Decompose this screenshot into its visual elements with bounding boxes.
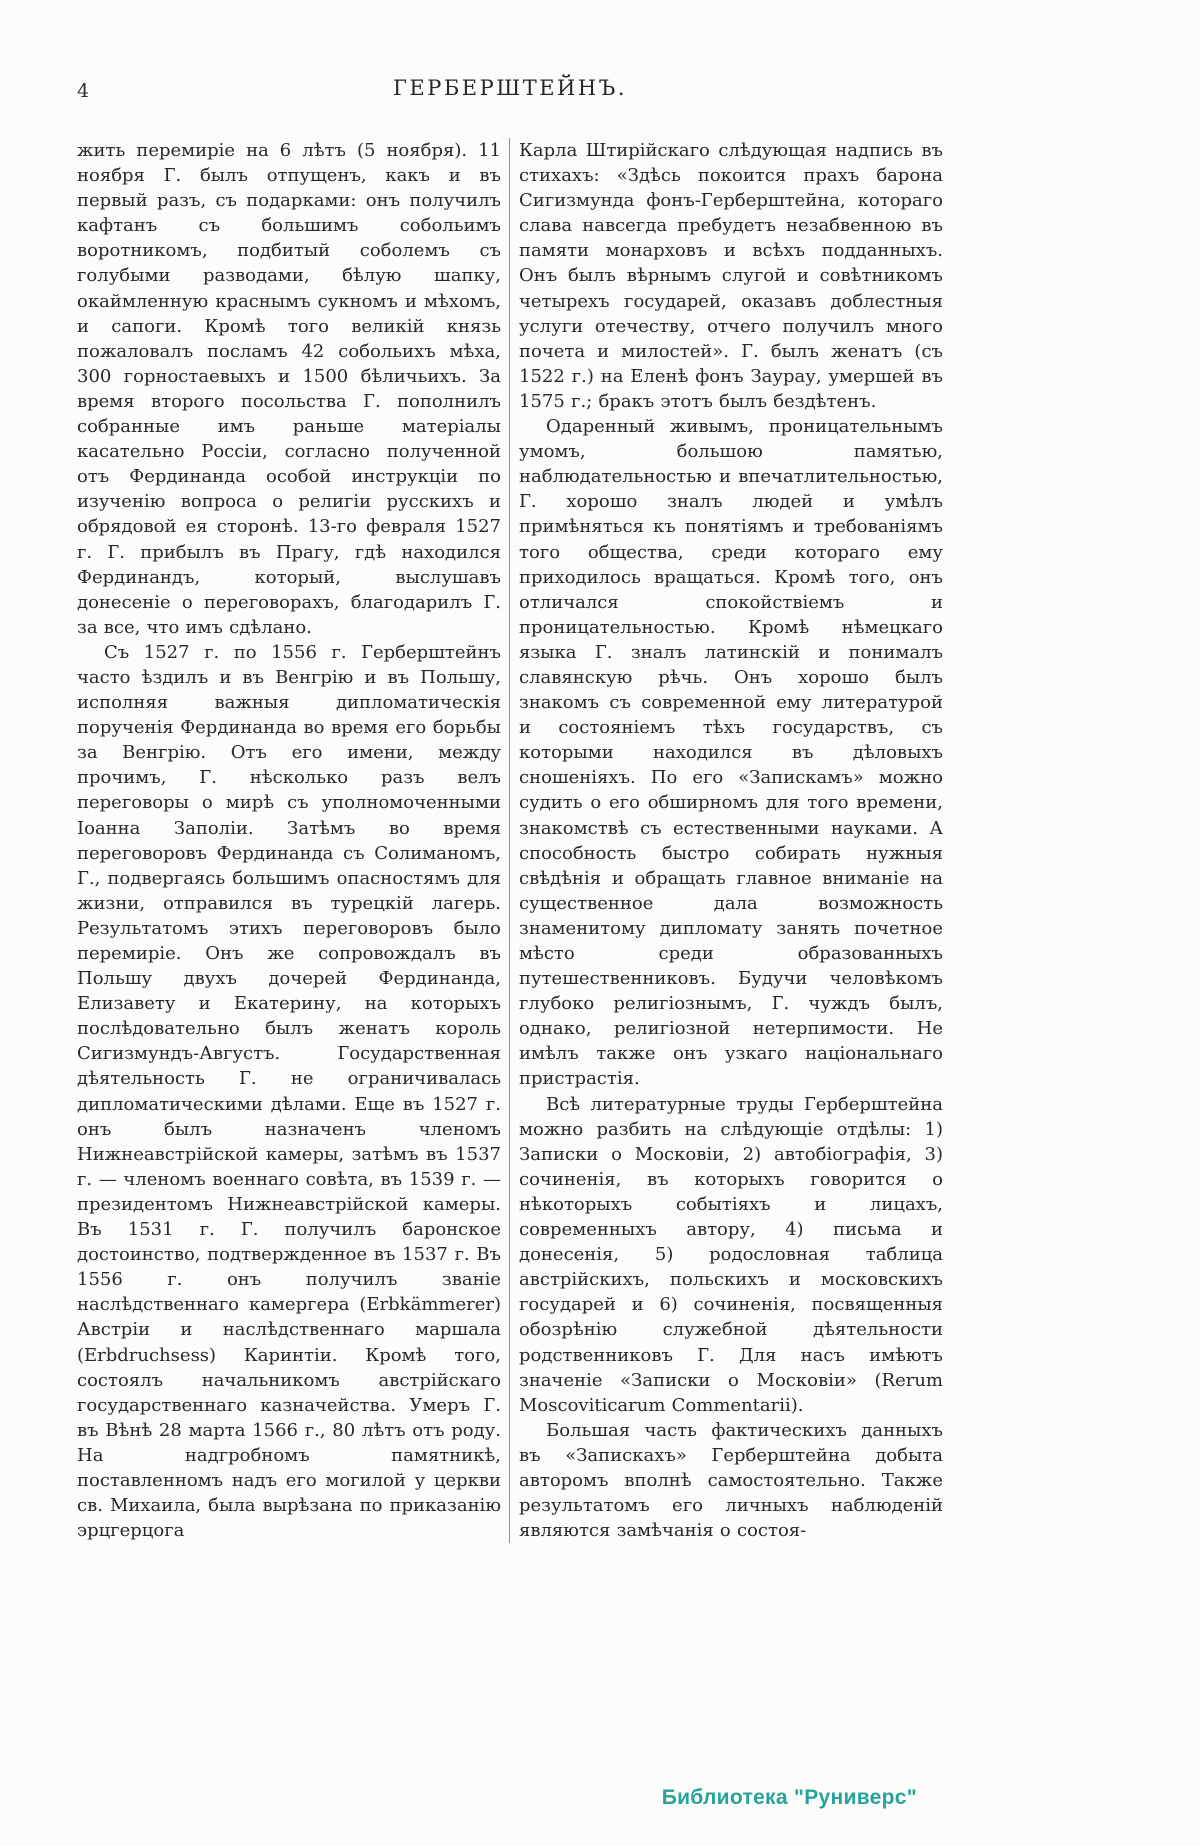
two-column-text-block — [77, 138, 943, 1543]
page-content — [77, 0, 943, 1543]
page-header — [77, 76, 943, 108]
right-paragraph-2: Одаренный живымъ, проницательнымъ умомъ, большою памятью, наблюдательностью и впечатлительностью, Г. хорошо зналъ людей и умѣлъ примѣняться къ понятіямъ и требованіямъ того общества, среди котораго ему приходилось вращаться. Кромѣ того, онъ отличался спокойствіемъ и проницательностью. Кромѣ нѣмецкаго языка Г. зналъ латинскій и понималъ славянскую рѣчь. Онъ хорошо былъ знакомъ съ современной ему литературой и состояніемъ тѣхъ государствъ, съ которыми находился въ дѣловыхъ сношеніяхъ. По его «Запискамъ» можно судить о его обширномъ для того времени, знакомствѣ съ естественными науками. А способность быстро собирать нужныя свѣдѣнія и обращать главное вниманіе на существенное дала возможность знаменитому дипломату занять почетное мѣсто среди образованныхъ путешественниковъ. Будучи человѣкомъ глубоко религіознымъ, Г. чуждъ былъ, однако, религіозной нетерпимости. Не имѣлъ также онъ узкаго національнаго пристрастія. — [519, 416, 943, 1090]
left-paragraph-1: жить перемиріе на 6 лѣтъ (5 ноября). 11 ноября Г. былъ отпущенъ, какъ и въ первый разъ, съ подарками: онъ получилъ кафтанъ съ большимъ собольимъ воротникомъ, подбитый соболемъ съ голубыми разводами, бѣлую шапку, окаймленную краснымъ сукномъ и мѣхомъ, и сапоги. Кромѣ того великій князь пожаловалъ посламъ 42 собольихъ мѣха, 300 горностаевыхъ и 1500 бѣличьихъ. За время второго посольства Г. пополнилъ собранные имъ раньше матеріалы касательно Россіи, согласно полученной отъ Фердинанда особой инструкціи по изученію вопроса о религіи русскихъ и обрядовой ея сторонѣ. 13-го февраля 1527 г. Г. прибылъ въ Прагу, гдѣ находился Фердинандъ, который, выслушавъ донесеніе о переговорахъ, благодарилъ Г. за все, что имъ сдѣлано. — [77, 140, 501, 638]
right-column — [519, 138, 943, 1543]
left-paragraph-2: Съ 1527 г. по 1556 г. Герберштейнъ часто ѣздилъ и въ Венгрію и въ Польшу, исполняя важныя дипломатическія порученія Фердинанда во время его борьбы за Венгрію. Отъ его имени, между прочимъ, Г. нѣсколько разъ велъ переговоры о мирѣ съ уполномоченными Іоанна Заполіи. Затѣмъ во время переговоровъ Фердинанда съ Солиманомъ, Г., подвергаясь большимъ опасностямъ для жизни, отправился въ турецкій лагерь. Результатомъ этихъ переговоровъ было перемиріе. Онъ же сопровождалъ въ Польшу двухъ дочерей Фердинанда, Елизавету и Екатерину, на которыхъ послѣдовательно былъ женатъ король Сигизмундъ-Августъ. Государственная дѣятельность Г. не ограничивалась дипломатическими дѣлами. Еще въ 1527 г. онъ былъ назначенъ членомъ Нижнеавстрійской камеры, затѣмъ въ 1537 г. — членомъ военнаго совѣта, въ 1539 г. — президентомъ Нижнеавстрійской камеры. Въ 1531 г. Г. получилъ баронское достоинство, подтвержденное въ 1537 г. Въ 1556 г. онъ получилъ званіе наслѣдственнаго камергера (Erbkämmerer) Австріи и наслѣдственнаго маршала (Erbdruchsess) Каринтіи. Кромѣ того, состоялъ начальникомъ австрійскаго государственнаго казначейства. Умеръ Г. въ Вѣнѣ 28 марта 1566 г., 80 лѣтъ отъ роду. На надгробномъ памятникѣ, поставленномъ надъ его могилой у церкви св. Михаила, была вырѣзана по приказанію эрцгерцога — [77, 641, 501, 1542]
right-paragraph-1: Карла Штирійскаго слѣдующая надпись въ стихахъ: «Здѣсь покоится прахъ барона Сигизмунда фонъ-Герберштейна, котораго слава навсегда пребудетъ незабвенною въ памяти монарховъ и всѣхъ подданныхъ. Онъ былъ вѣрнымъ слугой и совѣтникомъ четырехъ государей, оказавъ доблестныя услуги отечеству, отчего получилъ много почета и милостей». Г. былъ женатъ (съ 1522 г.) на Еленѣ фонъ Заурау, умершей въ 1575 г.; бракъ этотъ былъ бездѣтенъ. — [519, 140, 943, 412]
column-divider-rule — [509, 138, 510, 1543]
right-paragraph-3: Всѣ литературные труды Герберштейна можно разбить на слѣдующіе отдѣлы: 1) Записки о Московіи, 2) автобіографія, 3) сочиненія, въ которыхъ говорится о нѣкоторыхъ событіяхъ и лицахъ, современныхъ автору, 4) письма и донесенія, 5) родословная таблица австрійскихъ, польскихъ и московскихъ государей и 6) сочиненія, посвященныя обозрѣнію служебной дѣятельности родственниковъ Г. Для насъ имѣютъ значеніе «Записки о Московіи» (Rerum Moscoviticarum Commentarii). — [519, 1093, 943, 1416]
library-watermark: Библиотека "Руниверс" — [661, 1786, 917, 1809]
page-title: ГЕРБЕРШТЕЙНЪ. — [392, 76, 628, 100]
right-paragraph-4: Большая часть фактическихъ данныхъ въ «Запискахъ» Герберштейна добыта авторомъ вполнѣ самостоятельно. Также результатомъ его личныхъ наблюденій являются замѣчанія о состоя- — [519, 1419, 943, 1542]
left-column — [77, 138, 501, 1543]
page-number: 4 — [77, 80, 90, 102]
